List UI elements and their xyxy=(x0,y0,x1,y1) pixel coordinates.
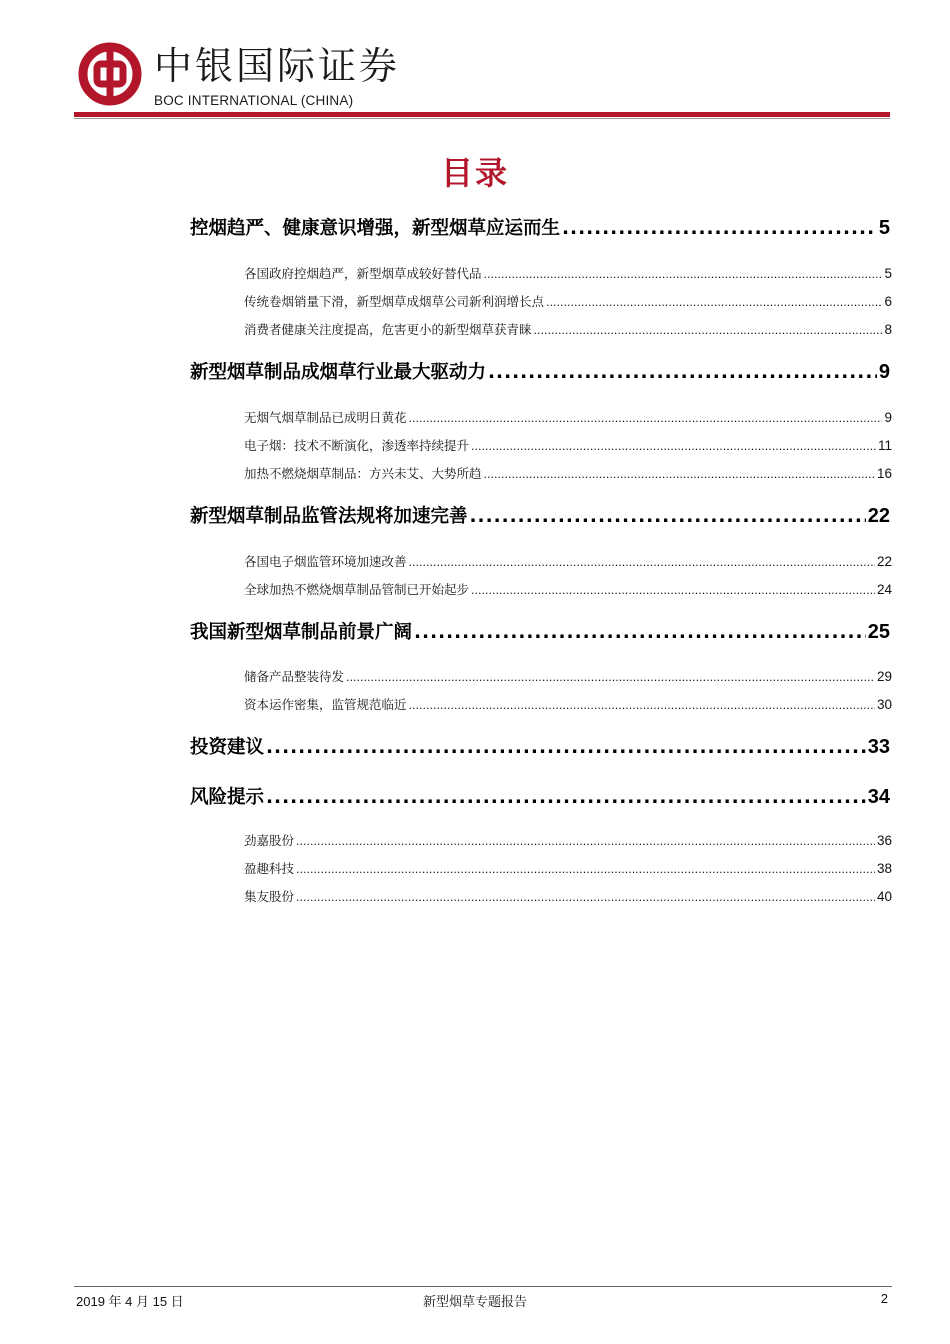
toc-entry[interactable] xyxy=(190,358,890,384)
toc-leader-dots xyxy=(471,584,875,597)
toc-subentry-page: 8 xyxy=(884,322,892,337)
toc-subentry-page: 5 xyxy=(884,266,892,281)
toc-entry-page: 33 xyxy=(867,736,890,758)
toc-leader-dots xyxy=(409,412,883,425)
toc-subentry[interactable] xyxy=(244,320,892,338)
toc-entry-title: 风险提示 xyxy=(190,787,265,808)
toc-subentry-title: 各国政府控烟趋严，新型烟草成较好替代品 xyxy=(244,266,482,281)
toc-subentry[interactable] xyxy=(244,408,892,426)
footer-date: 2019 年 4 月 15 日 xyxy=(76,1294,184,1309)
toc-title: 目录 xyxy=(440,154,509,192)
toc-leader-dots xyxy=(296,835,875,848)
toc-subentry-title: 全球加热不燃烧烟草制品管制已开始起步 xyxy=(244,582,470,597)
toc-entry-title: 控烟趋严、健康意识增强，新型烟草应运而生 xyxy=(190,218,561,239)
toc-subentry-page: 6 xyxy=(884,294,892,309)
toc-subentry[interactable] xyxy=(244,859,892,877)
toc-leader-dots xyxy=(488,362,877,383)
toc-subentry[interactable] xyxy=(244,464,892,482)
toc-entry-page: 22 xyxy=(867,505,890,527)
toc-subentry-page: 24 xyxy=(876,582,892,597)
toc-entry-page: 9 xyxy=(878,361,890,383)
toc-entry[interactable] xyxy=(190,618,890,644)
toc-entry[interactable] xyxy=(190,502,890,528)
header xyxy=(74,38,892,120)
toc-entry-title: 投资建议 xyxy=(190,737,265,758)
toc-entry-title: 新型烟草制品成烟草行业最大驱动力 xyxy=(190,362,487,383)
toc-subentry-page: 9 xyxy=(884,410,892,425)
toc-entry-page: 25 xyxy=(867,621,890,643)
toc-entry[interactable] xyxy=(190,733,890,759)
toc-leader-dots xyxy=(409,699,875,712)
toc-leader-dots xyxy=(471,440,876,453)
toc-subentry-title: 资本运作密集，监管规范临近 xyxy=(244,697,407,712)
toc-subentry-page: 29 xyxy=(876,669,892,684)
toc-entry-page: 5 xyxy=(878,217,890,239)
brand-name-en: BOC INTERNATIONAL (CHINA) xyxy=(154,93,354,108)
brand-name-cn: 中银国际证券 xyxy=(154,44,401,88)
toc-leader-dots xyxy=(484,468,875,481)
toc-leader-dots xyxy=(296,863,875,876)
toc-subentry[interactable] xyxy=(244,695,892,713)
toc-subentry-page: 38 xyxy=(876,861,892,876)
toc-entry-title: 我国新型烟草制品前景广阔 xyxy=(190,622,413,643)
toc-subentry[interactable] xyxy=(244,580,892,598)
toc-subentry-page: 16 xyxy=(876,466,892,481)
toc-subentry[interactable] xyxy=(244,436,892,454)
toc-leader-dots xyxy=(266,737,866,758)
toc-leader-dots xyxy=(414,622,866,643)
toc-subentry[interactable] xyxy=(244,552,892,570)
toc-subentry-title: 各国电子烟监管环境加速改善 xyxy=(244,554,407,569)
toc-subentry-title: 传统卷烟销量下滑，新型烟草成烟草公司新利润增长点 xyxy=(244,294,545,309)
header-divider-gray xyxy=(74,118,890,119)
toc-leader-dots xyxy=(534,324,883,337)
toc-leader-dots xyxy=(470,506,866,527)
toc-subentry[interactable] xyxy=(244,831,892,849)
header-divider-red xyxy=(74,112,890,117)
toc-leader-dots xyxy=(562,218,877,239)
toc-subentry-page: 11 xyxy=(877,438,892,453)
toc-subentry-title: 电子烟：技术不断演化，渗透率持续提升 xyxy=(244,438,470,453)
toc-entry[interactable] xyxy=(190,214,890,240)
boc-logo-icon xyxy=(78,42,142,106)
toc-leader-dots xyxy=(266,787,866,808)
toc-subentry[interactable] xyxy=(244,887,892,905)
toc-leader-dots xyxy=(296,891,875,904)
footer-divider xyxy=(74,1286,892,1287)
toc-leader-dots xyxy=(346,671,875,684)
toc-subentry-title: 消费者健康关注度提高，危害更小的新型烟草获青睐 xyxy=(244,322,532,337)
footer-report-title: 新型烟草专题报告 xyxy=(422,1295,527,1310)
toc-subentry-title: 无烟气烟草制品已成明日黄花 xyxy=(244,410,407,425)
toc-entry[interactable] xyxy=(190,783,890,809)
toc-leader-dots xyxy=(546,296,882,309)
toc-subentry-title: 盈趣科技 xyxy=(244,861,295,876)
toc-subentry-title: 集友股份 xyxy=(244,889,295,904)
toc-subentry-page: 36 xyxy=(876,833,892,848)
toc-subentry[interactable] xyxy=(244,264,892,282)
toc-subentry-page: 30 xyxy=(876,697,892,712)
toc-subentry-page: 40 xyxy=(876,889,892,904)
toc-subentry[interactable] xyxy=(244,292,892,310)
toc-subentry-title: 劲嘉股份 xyxy=(244,833,295,848)
toc-subentry[interactable] xyxy=(244,667,892,685)
toc-entry-page: 34 xyxy=(867,786,890,808)
toc-subentry-title: 加热不燃烧烟草制品：方兴未艾、大势所趋 xyxy=(244,466,482,481)
toc-subentry-title: 储备产品整装待发 xyxy=(244,669,345,684)
toc-subentry-page: 22 xyxy=(876,554,892,569)
footer-page-number: 2 xyxy=(880,1291,888,1306)
toc-entry-title: 新型烟草制品监管法规将加速完善 xyxy=(190,506,468,527)
toc-leader-dots xyxy=(484,268,883,281)
toc-leader-dots xyxy=(409,556,875,569)
